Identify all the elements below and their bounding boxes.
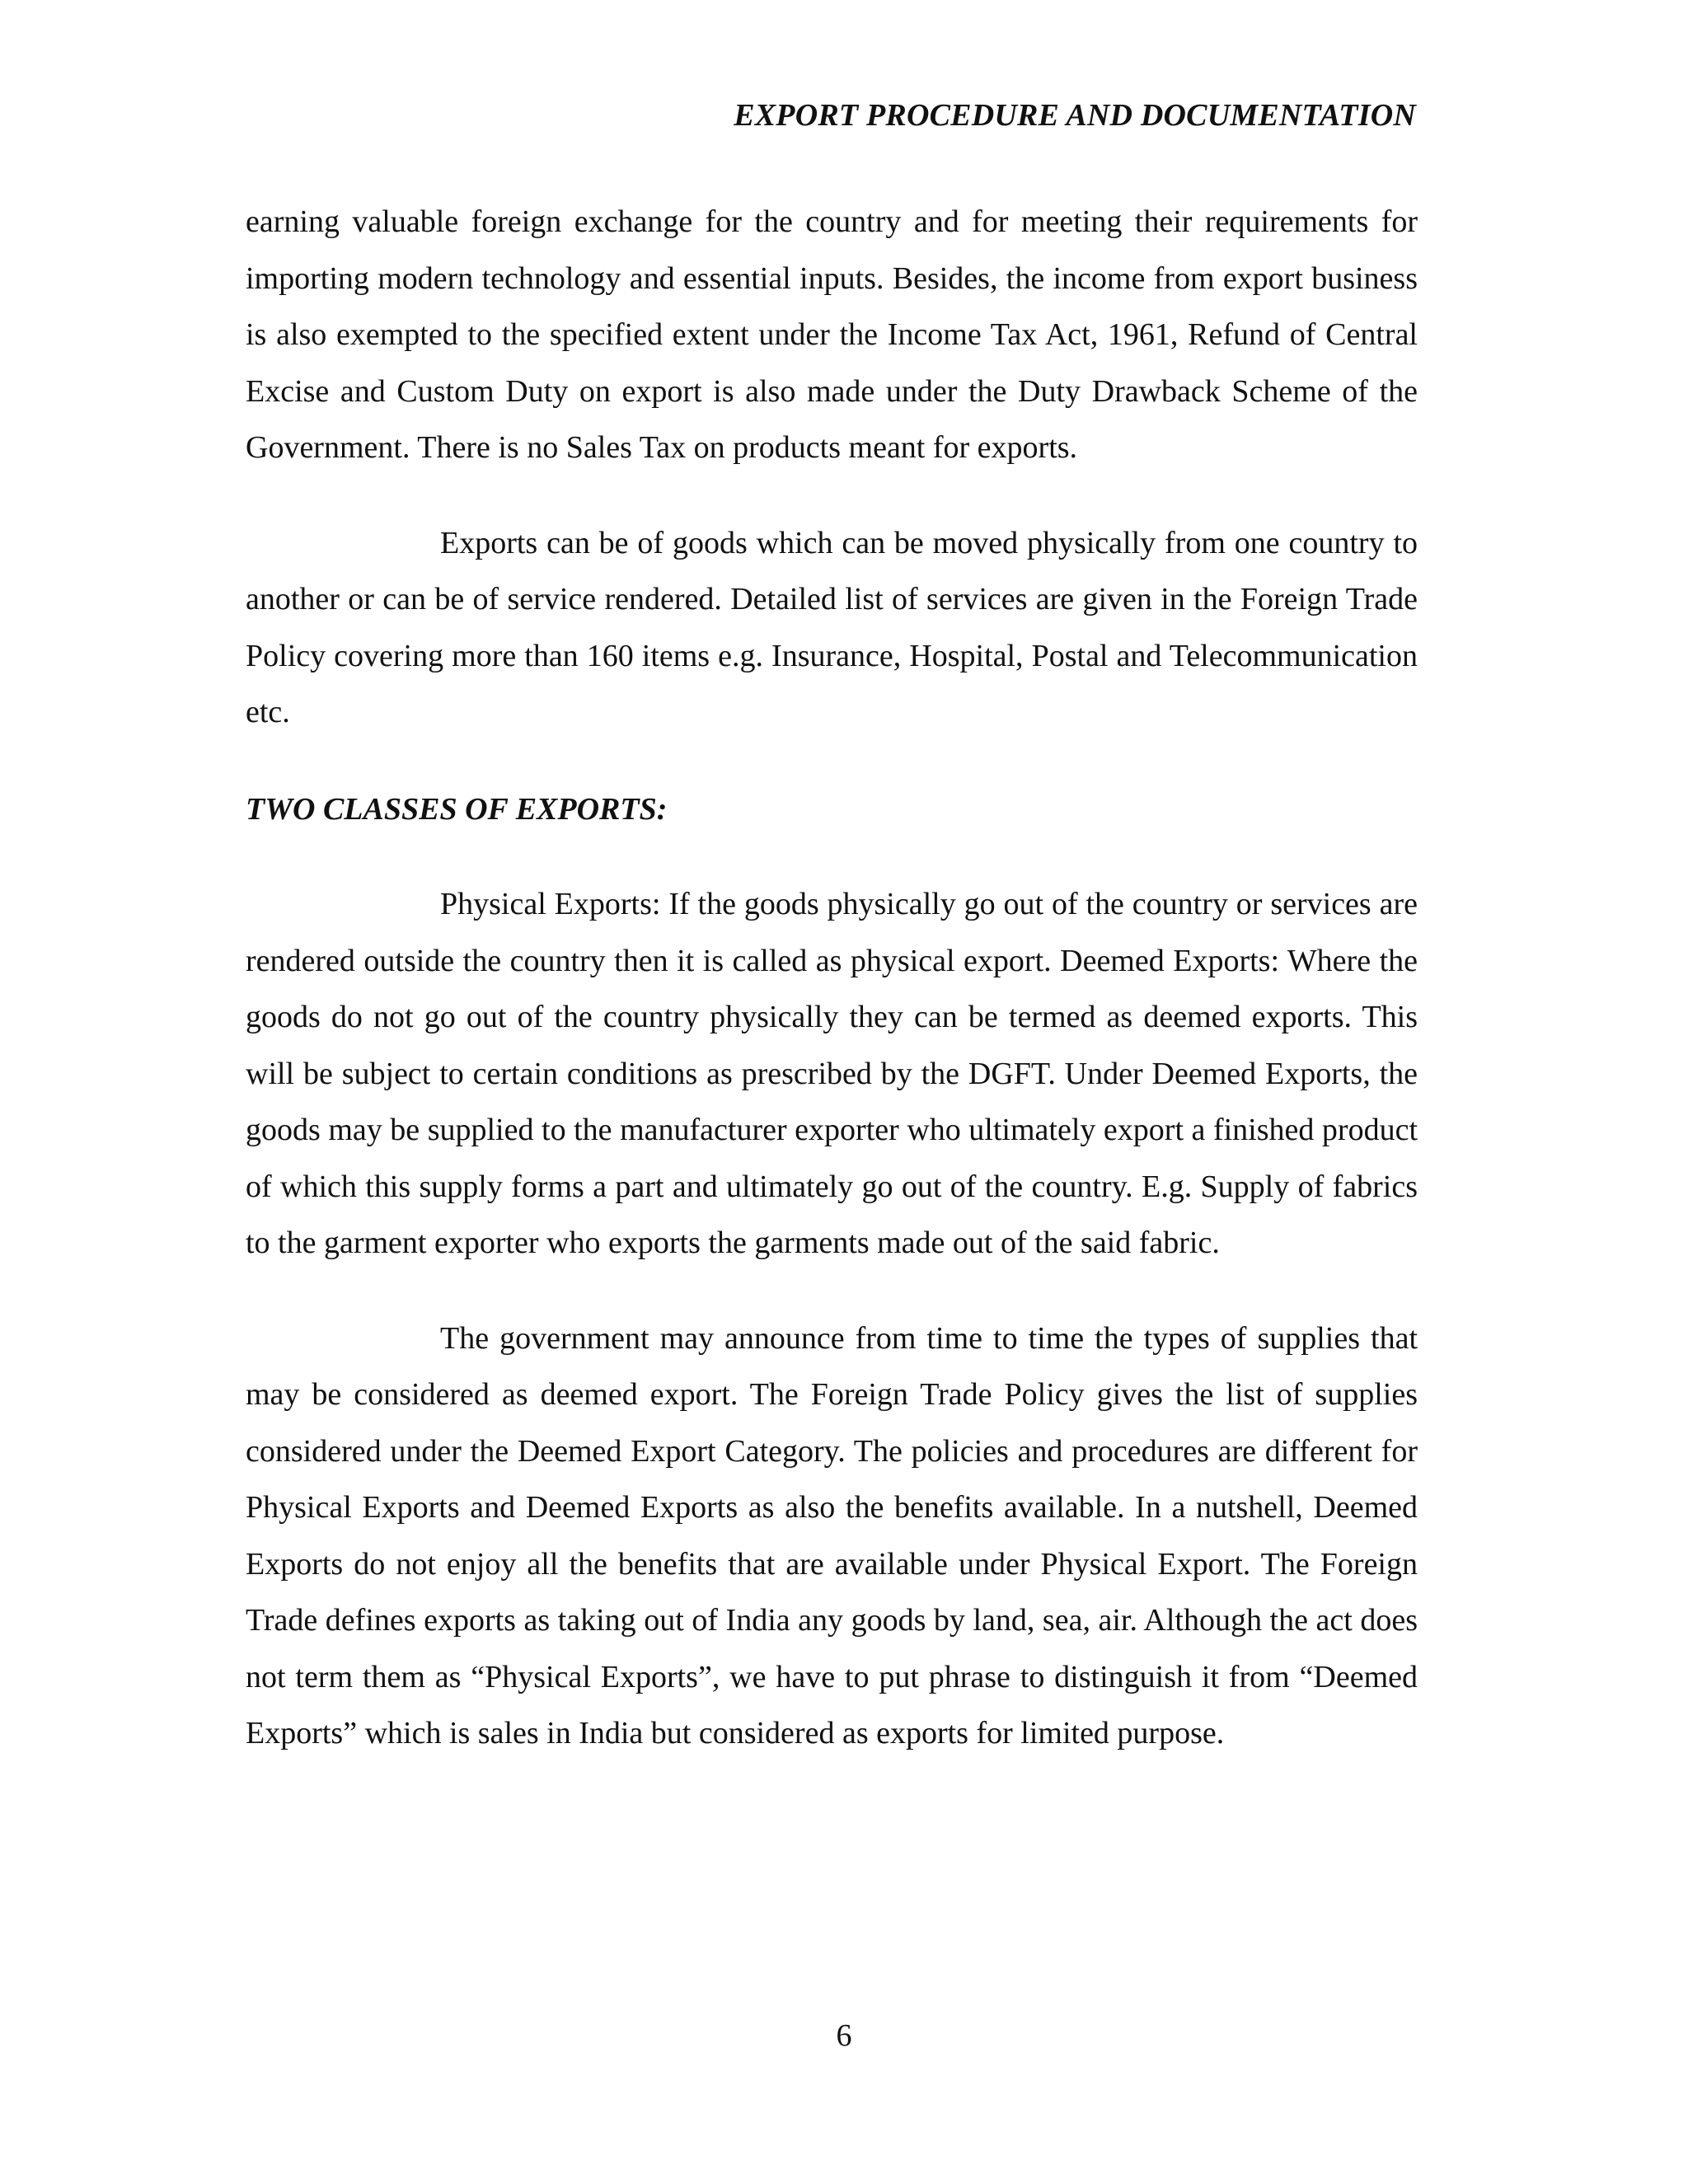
spacer bbox=[246, 1272, 1418, 1310]
section-heading: TWO CLASSES OF EXPORTS: bbox=[246, 791, 668, 827]
paragraph-foreign-exchange: earning valuable foreign exchange for the country and for meeting their requirements for importing modern technology and essential inputs. Besides, the income from export business is also exempted to the specified extent under the Income Tax Act, 1961, Refund of Central Excise and Custom Duty on export is also made under the Duty Drawback Scheme of the Government. There is no Sales Tax on products meant for exports. bbox=[246, 204, 1418, 465]
paragraph-physical-deemed-exports: Physical Exports: If the goods physically go out of the country or services are rendered outside the country then it is called as physical export. Deemed Exports: Where the goods do not go out of the country physically they can be termed as deemed exports. This will be subject to certain conditions as prescribed by the DGFT. Under Deemed Exports, the goods may be supplied to the manufacturer exporter who ultimately export a finished product of which this supply forms a part and ultimately go out of the country. E.g. Supply of fabrics to the garment exporter who exports the garments made out of the said fabric. bbox=[246, 887, 1418, 1260]
spacer bbox=[246, 741, 1418, 781]
running-header: EXPORT PROCEDURE AND DOCUMENTATION bbox=[734, 98, 1416, 133]
page-body bbox=[246, 194, 1418, 1762]
spacer bbox=[246, 476, 1418, 515]
page-number: 6 bbox=[836, 2018, 852, 2053]
paragraph-exports-goods-services: Exports can be of goods which can be moved physically from one country to another or can be of service rendered. Detailed list of services are given in the Foreign Trade Policy covering more than 160 items e.g. Insurance, Hospital, Postal and Telecommunication etc. bbox=[246, 525, 1418, 729]
paragraph-government-supplies: The government may announce from time to time the types of supplies that may be considered as deemed export. The Foreign Trade Policy gives the list of supplies considered under the Deemed Export Category. The policies and procedures are different for Physical Exports and Deemed Exports as also the benefits available. In a nutshell, Deemed Exports do not enjoy all the benefits that are available under Physical Export. The Foreign Trade defines exports as taking out of India any goods by land, sea, air. Although the act does not term them as “Physical Exports”, we have to put phrase to distinguish it from “Deemed Exports” which is sales in India but considered as exports for limited purpose. bbox=[246, 1320, 1418, 1750]
spacer bbox=[246, 837, 1418, 876]
